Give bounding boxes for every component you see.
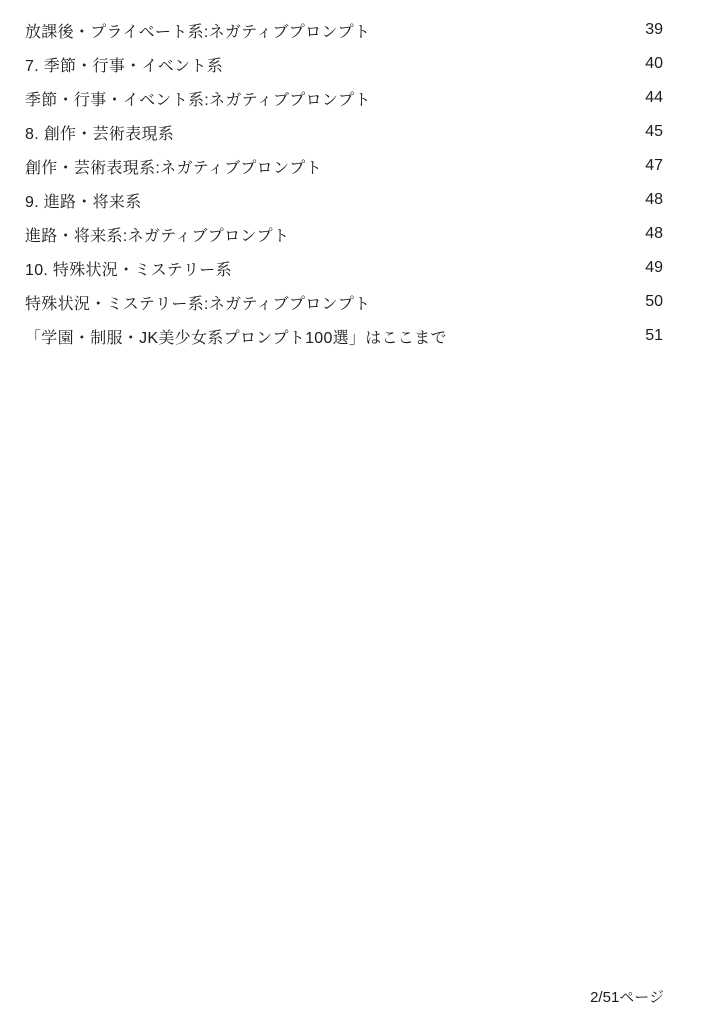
toc-entry[interactable]	[25, 319, 663, 353]
toc-entry[interactable]	[25, 183, 663, 217]
toc-entry-page: 49	[645, 259, 663, 276]
toc-entry-page: 47	[645, 157, 663, 174]
toc-entry-title: 「学園・制服・JK美少女系プロンプト100選」はここまで	[25, 329, 447, 347]
toc-entry-title: 特殊状況・ミステリー系:ネガティブプロンプト	[25, 295, 371, 313]
toc-entry[interactable]	[25, 149, 663, 183]
toc-entry-title: 季節・行事・イベント系:ネガティブプロンプト	[25, 91, 371, 109]
toc-entry-page: 45	[645, 123, 663, 140]
toc-entry-page: 48	[645, 225, 663, 242]
toc-entry-title: 放課後・プライベート系:ネガティブプロンプト	[25, 23, 371, 41]
page-number-indicator: 2/51ページ	[590, 989, 664, 1006]
toc-entry-title: 進路・将来系:ネガティブプロンプト	[25, 227, 290, 245]
toc-entry-title: 7. 季節・行事・イベント系	[25, 57, 223, 75]
toc-entry[interactable]	[25, 217, 663, 251]
toc-entry[interactable]	[25, 285, 663, 319]
toc-entry[interactable]	[25, 251, 663, 285]
toc-entry-page: 39	[645, 21, 663, 38]
toc-entry[interactable]	[25, 13, 663, 47]
toc-entry-title: 8. 創作・芸術表現系	[25, 125, 175, 143]
toc-entry[interactable]	[25, 47, 663, 81]
table-of-contents	[25, 13, 663, 353]
toc-entry-title: 9. 進路・将来系	[25, 193, 142, 211]
toc-entry[interactable]	[25, 115, 663, 149]
toc-entry-page: 40	[645, 55, 663, 72]
toc-entry-title: 創作・芸術表現系:ネガティブプロンプト	[25, 159, 322, 177]
toc-entry-page: 44	[645, 89, 663, 106]
toc-entry-title: 10. 特殊状況・ミステリー系	[25, 261, 232, 279]
toc-entry-page: 48	[645, 191, 663, 208]
toc-entry[interactable]	[25, 81, 663, 115]
toc-entry-page: 50	[645, 293, 663, 310]
toc-entry-page: 51	[645, 327, 663, 344]
